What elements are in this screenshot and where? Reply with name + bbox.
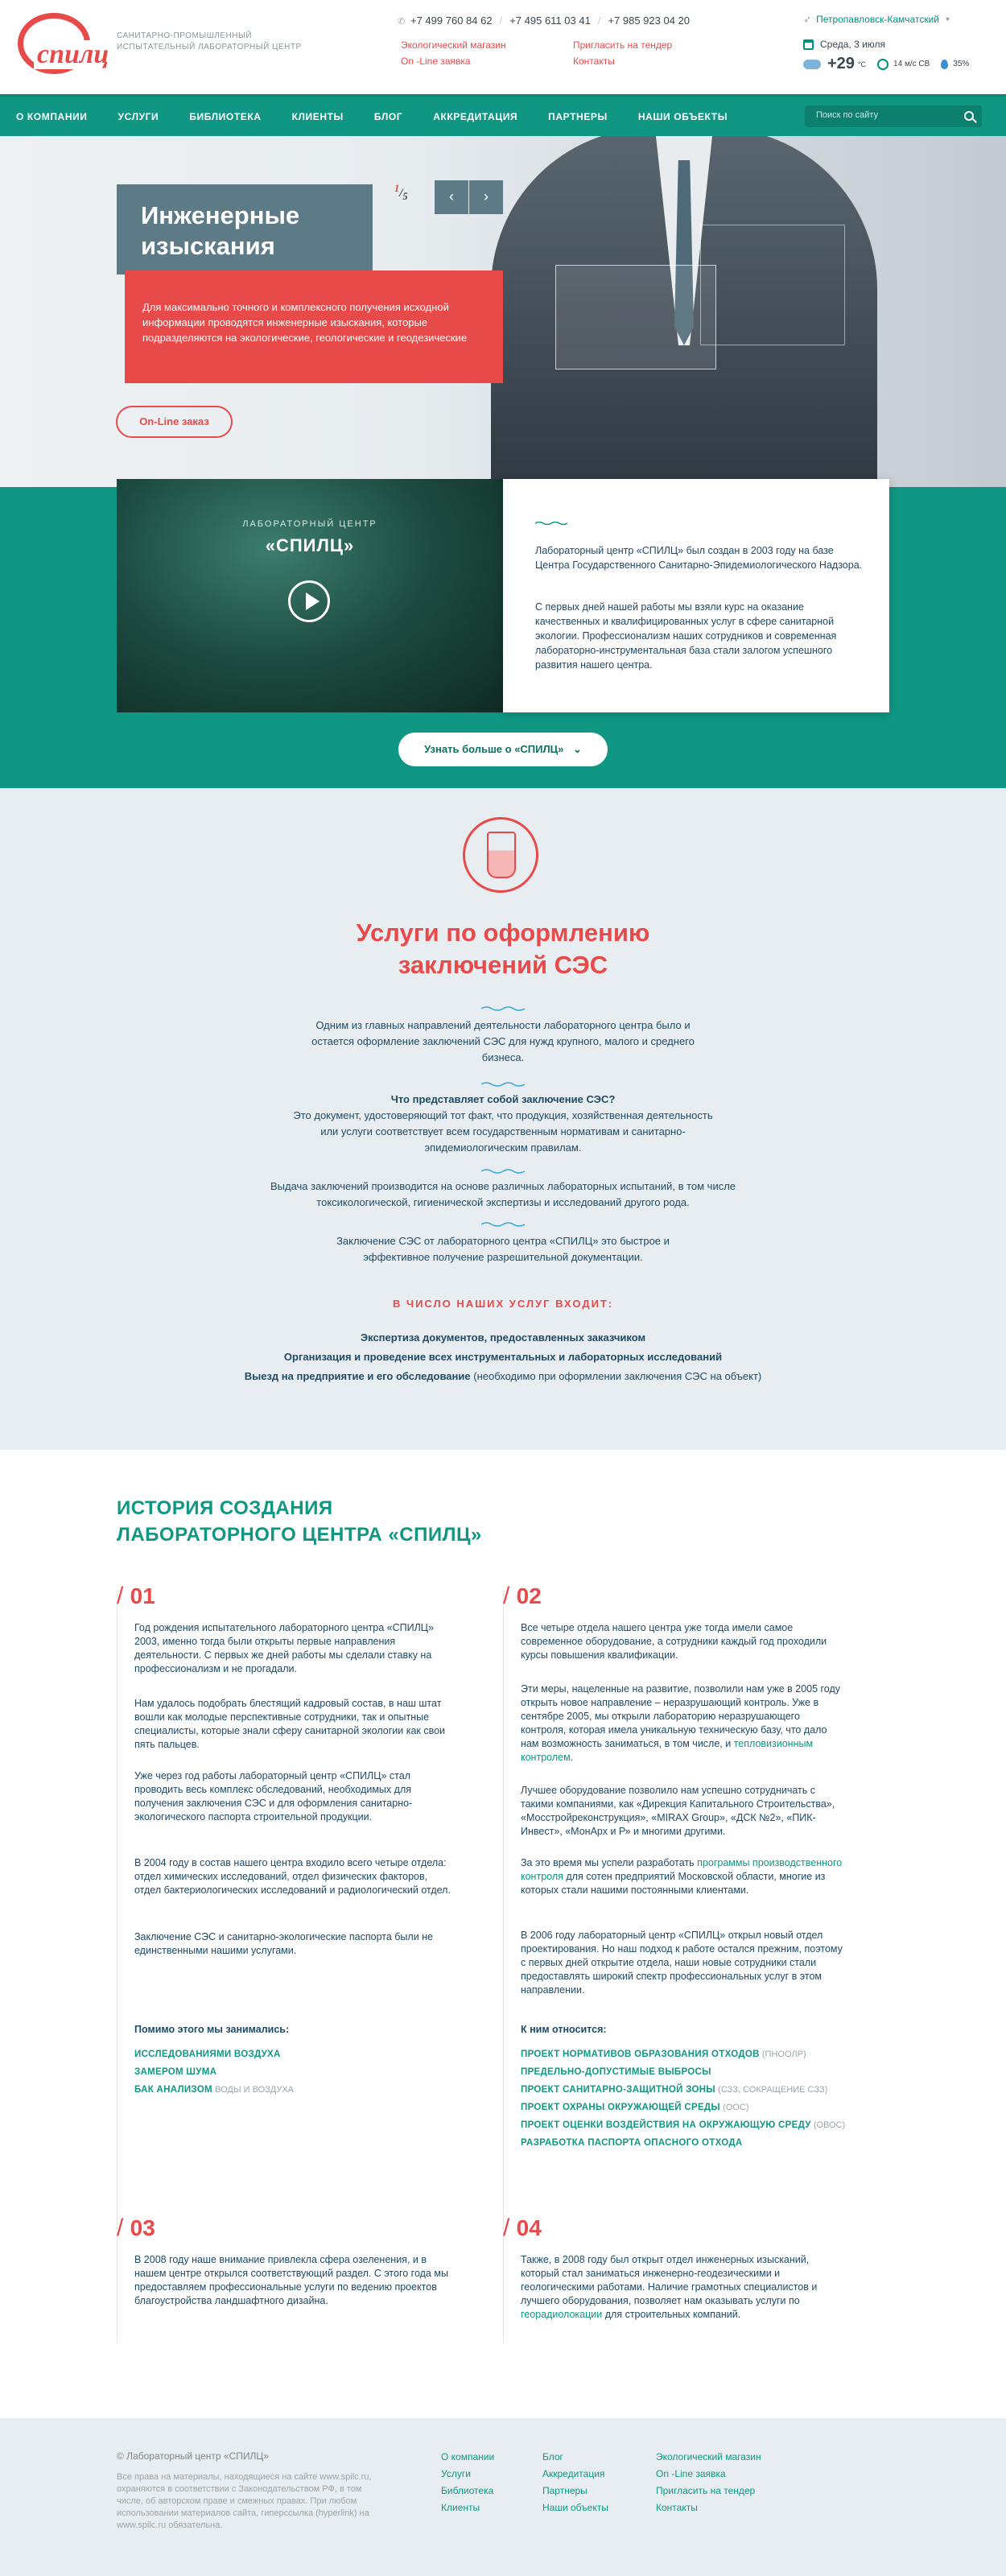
- nav-item-library[interactable]: БИБЛИОТЕКА: [189, 110, 262, 122]
- footer-copyright: © Лабораторный центр «СПИЛЦ»: [117, 2450, 269, 2462]
- footer-link[interactable]: Партнеры: [542, 2485, 588, 2496]
- history-block-04: / 04 Также, в 2008 году был открыт отдел инженерных изысканий, который стал заниматься инженерно-геодезическими и геологическими работами. Наличие грамотных специалистов и лучшего оборудования, позволяет нам оказывать услуги по георадиолокации для строительных компаний.: [503, 2215, 873, 2335]
- footer-link[interactable]: Клиенты: [441, 2502, 480, 2513]
- humidity-icon: [941, 60, 948, 69]
- history-list: [134, 2046, 294, 2099]
- history-number: / 02: [503, 1583, 542, 1609]
- history-list-title: Помимо этого мы занимались:: [134, 2024, 290, 2035]
- history-list-item[interactable]: ПРОЕКТ ОХРАНЫ ОКРУЖАЮЩЕЙ СРЕДЫ (ООС): [521, 2103, 749, 2112]
- city-name: Петропавловск-Камчатский: [816, 14, 939, 25]
- services-text-4: Заключение СЭС от лабораторного центра «СПИЛЦ» это быстрое и эффективное получение разрешительной документации.: [336, 1235, 670, 1263]
- about-text-1: Лабораторный центр «СПИЛЦ» был создан в 2003 году на базе Центра Государственного Санитарно-Эпидемиологического Надзора.: [535, 545, 863, 571]
- services-answer: Это документ, удостоверяющий тот факт, что продукция, хозяйственная деятельность или услуги соответствует всем государственным нормативам и санитарно-эпидемиологическим правилам.: [293, 1109, 713, 1154]
- history-list-item[interactable]: БАК АНАЛИЗОМ ВОДЫ И ВОЗДУХА: [134, 2085, 295, 2095]
- hero-description-box: [125, 270, 503, 383]
- services-question: Что представляет собой заключение СЭС?: [390, 1093, 616, 1105]
- footer-link[interactable]: Библиотека: [441, 2485, 494, 2496]
- footer-link[interactable]: Наши объекты: [542, 2502, 608, 2513]
- calendar-icon: [803, 39, 814, 50]
- history-list-item[interactable]: ПРЕДЕЛЬНО-ДОПУСТИМЫЕ ВЫБРОСЫ: [521, 2067, 711, 2077]
- hero-description: Для максимально точного и комплексного получения исходной информации проводятся инженерные изыскания, которые подразделяются на экологические, геологические и геодезические: [142, 301, 468, 344]
- history-section: [0, 1450, 1006, 2418]
- history-list-item[interactable]: ЗАМЕРОМ ШУМА: [134, 2067, 217, 2077]
- production-control-link[interactable]: программы производственного контроля: [521, 1857, 843, 1882]
- phone-1[interactable]: +7 499 760 84 62: [410, 14, 493, 27]
- link-eco-shop[interactable]: Экологический магазин: [401, 39, 506, 51]
- hero-title: Инженерные изыскания: [141, 201, 300, 260]
- location-icon: ➶: [803, 14, 812, 25]
- video-caption-big: «СПИЛЦ»: [265, 535, 355, 555]
- nav-item-services[interactable]: УСЛУГИ: [118, 110, 159, 122]
- history-number: / 01: [117, 1583, 155, 1609]
- online-order-button[interactable]: On-Line заказ: [116, 406, 233, 438]
- footer-link[interactable]: On -Line заявка: [656, 2468, 726, 2479]
- slider-prev-button[interactable]: [435, 180, 468, 214]
- search-icon[interactable]: [964, 111, 974, 121]
- logo[interactable]: [18, 13, 109, 74]
- footer-link[interactable]: Контакты: [656, 2502, 698, 2513]
- georadar-link[interactable]: георадиолокации: [521, 2309, 603, 2320]
- city-selector[interactable]: [803, 14, 950, 25]
- search-box: [805, 105, 982, 127]
- history-list-title: К ним относится:: [521, 2024, 607, 2035]
- chevron-down-icon: ▾: [945, 14, 950, 24]
- hero-image-hologram: [555, 265, 716, 369]
- main-nav: [0, 94, 1006, 136]
- history-block-03: / 03 В 2008 году наше внимание привлекла сфера озеленения, и в нашем центре открылся соответствующий раздел. С этого года мы предоставляем профессиональные услуги по ведению проектов благоустройства ландшафтного дизайна.: [117, 2215, 487, 2335]
- nav-item-clients[interactable]: КЛИЕНТЫ: [291, 110, 344, 122]
- services-title: Услуги по оформлению заключений СЭС: [356, 919, 650, 979]
- footer-links-3: [656, 2449, 761, 2516]
- wave-divider: [481, 1168, 525, 1174]
- weather-widget: [803, 55, 980, 73]
- phone-icon: ✆: [398, 16, 406, 27]
- service-item: Выезд на предприятие и его обследование (необходимо при оформлении заключения СЭС на объект): [244, 1370, 762, 1382]
- about-text-2: С первых дней нашей работы мы взяли курс на оказание качественных и квалифицированных услуг в сфере санитарной экологии. Профессионализм наших сотрудников и современная лабораторно-инструментальная база стали залогом успешного развития нашего центра.: [535, 601, 837, 671]
- history-block-01: / 01 Год рождения испытательного лабораторного центра «СПИЛЦ» 2003, именно тогда были открыты первые направления деятельности. С первых же дней работы мы сделали ставку на профессионализм и не прогадали. Нам удалось подобрать блестящий кадровый состав, в наш штат вошли как молодые перспективные сотрудники, так и опытные специалисты, которые знали сферу санитарной экологии как свои пять пальцев. Уже через год работы лабораторный центр «СПИЛЦ» стал проводить весь комплекс обследований, необходимых для получения заключения СЭС и для оформления санитарно-экологического паспорта строительной продукции. В 2004 году в состав нашего центра входило всего четыре отдела: отдел химических исследований, отдел физических факторов, отдел бактериологических исследований и радиологический отдел. Заключение СЭС и санитарно-экологические паспорта были не единственными нашими услугами. Помимо этого мы занимались: ИССЛЕДОВАНИЯМИ ВОЗДУХА ЗАМЕРОМ ШУМА БАК АНАЛИЗОМ ВОДЫ И ВОЗДУХА: [117, 1583, 487, 2275]
- nav-item-blog[interactable]: БЛОГ: [373, 110, 403, 122]
- footer-link[interactable]: Экологический магазин: [656, 2451, 761, 2462]
- service-item: Экспертиза документов, предоставленных заказчиком: [360, 1331, 646, 1344]
- humidity-value: 35%: [953, 60, 970, 68]
- about-card: [503, 479, 889, 712]
- history-block-02: / 02 Все четыре отдела нашего центра уже тогда имели самое современное оборудование, а сотрудники каждый год проходили курсы повышения квалификации. Эти меры, нацеленные на развитие, позволили нам уже в 2005 году открыть новое направление – неразрушающий контроль. Уже в сентябре 2005, мы открыли лабораторию неразрушающего контроля, которая имела уникальную техническую базу, что дало нам возможность заниматься, в том числе, и тепловизионным контролем. Лучшее оборудование позволило нам успешно сотрудничать с такими компаниями, как «Дирекция Капитального Строительства», «Мосстройреконструкция», «MIRAX Group», «ДСК №2», «ПИК-Инвест», «МонАрх и Р» и многими другими. За это время мы успели разработать программы производственного контроля для сотен предприятий Московской области, многие из которых стали нашими постоянными клиентами. В 2006 году лабораторный центр «СПИЛЦ» открыл новый отдел проектирования. Но наш подход к работе остался прежним, поэтому с первых дней открытие отдела, наши новые сотрудники стали предоставлять широкий спектр профессиональных услуг в этом направлении. К ним относится: ПРОЕКТ НОРМАТИВОВ ОБРАЗОВАНИЯ ОТХОДОВ (ПНООЛР) ПРЕДЕЛЬНО-ДОПУСТИМЫЕ ВЫБРОСЫ ПРОЕКТ САНИТАРНО-ЗАЩИТНОЙ ЗОНЫ (СЗЗ, СОКРАЩЕНИЕ СЗЗ) ПРОЕКТ ОХРАНЫ ОКРУЖАЮЩЕЙ СРЕДЫ (ООС) ПРОЕКТ ОЦЕНКИ ВОЗДЕЙСТВИЯ НА ОКРУЖАЮЩУЮ СРЕДУ (ОВОС) РАЗРАБОТКА ПАСПОРТА ОПАСНОГО ОТХОДА: [503, 1583, 873, 2275]
- date-display: [803, 39, 885, 50]
- cloud-icon: [803, 60, 821, 69]
- history-list-item[interactable]: РАЗРАБОТКА ПАСПОРТА ОПАСНОГО ОТХОДА: [521, 2138, 743, 2148]
- wave-divider: [481, 1081, 525, 1088]
- history-title: ИСТОРИЯ СОЗДАНИЯ ЛАБОРАТОРНОГО ЦЕНТРА «СПИЛЦ»: [117, 1497, 482, 1546]
- site-footer: [0, 2418, 1006, 2576]
- services-text-3: Выдача заключений производится на основе различных лабораторных испытаний, в том числе токсикологической, гигиенической экспертизы и исследований другого рода.: [270, 1180, 736, 1208]
- history-list-item[interactable]: ИССЛЕДОВАНИЯМИ ВОЗДУХА: [134, 2050, 281, 2059]
- footer-links-1: [441, 2449, 494, 2516]
- footer-link[interactable]: Аккредитация: [542, 2468, 605, 2479]
- play-icon[interactable]: [288, 580, 330, 622]
- search-input[interactable]: [816, 110, 953, 120]
- hero-slider: [0, 136, 1006, 487]
- services-section: [0, 788, 1006, 1450]
- nav-item-accreditation[interactable]: АККРЕДИТАЦИЯ: [433, 110, 518, 122]
- footer-note: Все права на материалы, находящиеся на сайте www.spilc.ru, охраняются в соответствии с Законодательством РФ, в том числе, об авторском праве и смежных правах. При любом использовании материалов сайта, гиперссылка (hyperlink) на www.spilc.ru обязательна.: [117, 2472, 372, 2530]
- wind-value: 14 м/с СВ: [893, 60, 930, 68]
- history-list: [521, 2046, 845, 2152]
- history-list-item[interactable]: ПРОЕКТ САНИТАРНО-ЗАЩИТНОЙ ЗОНЫ (СЗЗ, СОКРАЩЕНИЕ СЗЗ): [521, 2085, 828, 2095]
- tagline: САНИТАРНО-ПРОМЫШЛЕННЫЙ ИСПЫТАТЕЛЬНЫЙ ЛАБОРАТОРНЫЙ ЦЕНТР: [117, 31, 302, 52]
- nav-item-objects[interactable]: НАШИ ОБЪЕКТЫ: [637, 110, 728, 122]
- history-number: / 04: [503, 2215, 542, 2241]
- phone-2[interactable]: +7 495 611 03 41: [509, 14, 591, 27]
- link-online-request[interactable]: On -Line заявка: [401, 56, 471, 67]
- temperature: +29: [827, 55, 855, 72]
- phone-3[interactable]: +7 985 923 04 20: [608, 14, 691, 27]
- chevron-right-icon: ›: [484, 188, 489, 204]
- learn-more-button[interactable]: Узнать больше о «СПИЛЦ» ⌄: [398, 733, 608, 766]
- temperature-unit: °С: [857, 60, 867, 68]
- chevron-left-icon: ‹: [449, 188, 454, 204]
- history-list-item[interactable]: ПРОЕКТ НОРМАТИВОВ ОБРАЗОВАНИЯ ОТХОДОВ (ПНООЛР): [521, 2050, 806, 2059]
- thermal-control-link[interactable]: тепловизионным контролем: [521, 1738, 814, 1763]
- wave-divider: [535, 521, 567, 526]
- site-header: [0, 0, 1006, 94]
- wave-divider: [481, 1221, 525, 1228]
- footer-links-2: [542, 2449, 608, 2516]
- about-section: [0, 487, 1006, 788]
- nav-item-company[interactable]: О КОМПАНИИ: [16, 110, 88, 122]
- phone-list: ✆ +7 499 760 84 62 / +7 495 611 03 41 / +7 985 923 04 20: [398, 14, 691, 27]
- history-list-item[interactable]: ПРОЕКТ ОЦЕНКИ ВОЗДЕЙСТВИЯ НА ОКРУЖАЮЩУЮ СРЕДУ (ОВОС): [521, 2120, 846, 2130]
- service-item: Организация и проведение всех инструментальных и лабораторных исследований: [283, 1351, 723, 1363]
- about-video[interactable]: [117, 479, 503, 712]
- wind-icon: [877, 59, 888, 70]
- date-text: Среда, 3 июля: [820, 39, 886, 50]
- footer-link[interactable]: О компании: [441, 2451, 495, 2462]
- footer-link[interactable]: Услуги: [441, 2468, 471, 2479]
- flask-icon: [463, 817, 543, 898]
- link-tender[interactable]: Пригласить на тендер: [573, 39, 673, 51]
- nav-item-partners[interactable]: ПАРТНЕРЫ: [548, 110, 608, 122]
- video-caption-small: ЛАБОРАТОРНЫЙ ЦЕНТР: [242, 519, 377, 529]
- footer-link[interactable]: Блог: [542, 2451, 563, 2462]
- link-contacts[interactable]: Контакты: [573, 56, 615, 67]
- chevron-down-icon: ⌄: [572, 743, 582, 755]
- footer-link[interactable]: Пригласить на тендер: [656, 2485, 756, 2496]
- services-intro: Одним из главных направлений деятельности лабораторного центра было и остается оформление заключений СЭС для нужд крупного, малого и среднего бизнеса.: [311, 1019, 695, 1063]
- wave-divider: [481, 1005, 525, 1012]
- logo-text: спилц: [34, 40, 112, 69]
- slider-next-button[interactable]: [469, 180, 503, 214]
- services-includes-title: В ЧИСЛО НАШИХ УСЛУГ ВХОДИТ:: [392, 1298, 614, 1310]
- slide-counter: $^1/_5$: [394, 183, 408, 202]
- hero-title-box: [117, 184, 373, 275]
- history-number: / 03: [117, 2215, 155, 2241]
